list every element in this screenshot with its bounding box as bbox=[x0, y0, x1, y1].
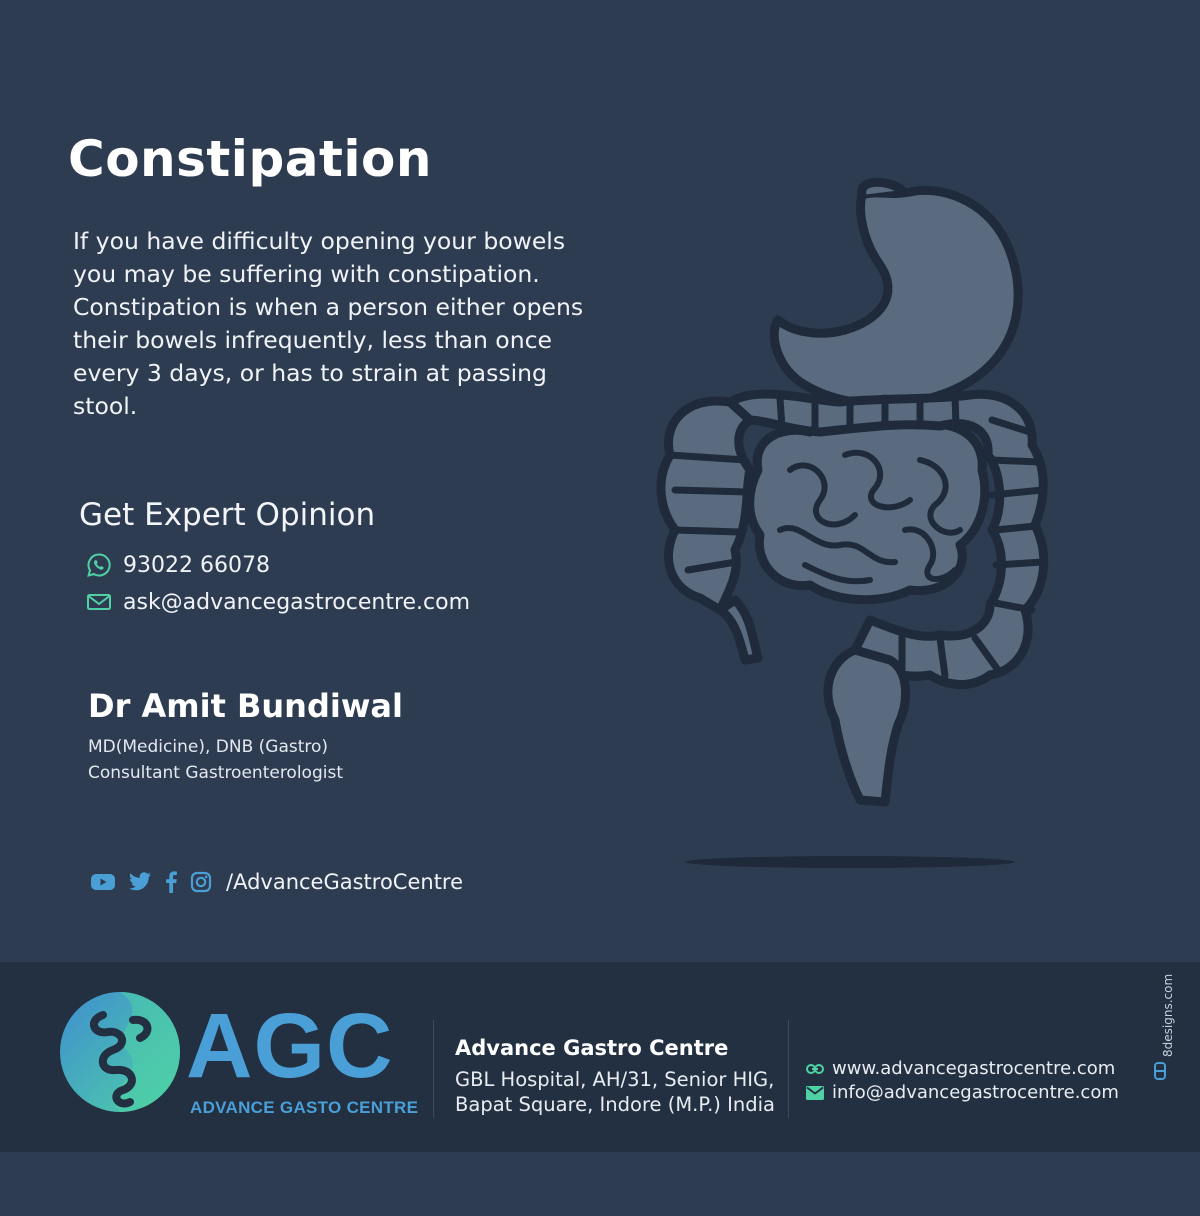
logo-emblem bbox=[58, 990, 188, 1120]
phone-contact[interactable] bbox=[86, 552, 270, 578]
org-name: Advance Gastro Centre bbox=[455, 1036, 729, 1060]
social-handle[interactable]: /AdvanceGastroCentre bbox=[226, 870, 464, 894]
phone-number: 93022 66078 bbox=[123, 552, 270, 578]
divider bbox=[433, 1020, 434, 1118]
social-links bbox=[90, 870, 463, 894]
digestive-system-illustration bbox=[640, 170, 1060, 880]
logo-subtitle: ADVANCE GASTO CENTRE bbox=[190, 1098, 419, 1117]
designer-credit: 8designs.com bbox=[1161, 973, 1175, 1057]
footer-email: info@advancegastrocentre.com bbox=[832, 1082, 1119, 1103]
page-title: Constipation bbox=[68, 130, 432, 188]
designer-logo-icon bbox=[1154, 1062, 1166, 1080]
intro-text: If you have difficulty opening your bowels you may be suffering with constipation. Constipation is when a person either opens their bowels infrequently, less than once every 3 days, or has to strain at passing stool. bbox=[73, 227, 584, 420]
agc-logo bbox=[58, 990, 188, 1124]
footer-email-link[interactable] bbox=[806, 1082, 1119, 1103]
instagram-icon[interactable] bbox=[190, 871, 212, 893]
footer bbox=[0, 962, 1200, 1152]
doctor-qualification: MD(Medicine), DNB (Gastro) bbox=[88, 737, 329, 757]
whatsapp-icon bbox=[86, 552, 112, 578]
email-contact[interactable] bbox=[86, 589, 470, 615]
website-link[interactable] bbox=[806, 1058, 1115, 1079]
link-icon bbox=[806, 1063, 824, 1075]
doctor-role: Consultant Gastroenterologist bbox=[88, 763, 343, 783]
facebook-icon[interactable] bbox=[164, 871, 178, 893]
logo-letters: AGC bbox=[186, 995, 394, 1097]
address-line-1: GBL Hospital, AH/31, Senior HIG, bbox=[455, 1068, 775, 1091]
mail-icon bbox=[86, 589, 112, 615]
website-url: www.advancegastrocentre.com bbox=[832, 1058, 1116, 1079]
youtube-icon[interactable] bbox=[90, 872, 116, 892]
mail-icon bbox=[806, 1086, 824, 1100]
address-line-2: Bapat Square, Indore (M.P.) India bbox=[455, 1093, 775, 1116]
twitter-icon[interactable] bbox=[128, 872, 152, 892]
doctor-name: Dr Amit Bundiwal bbox=[88, 687, 403, 725]
expert-heading: Get Expert Opinion bbox=[79, 497, 376, 533]
divider bbox=[788, 1020, 789, 1118]
email-address: ask@advancegastrocentre.com bbox=[123, 589, 471, 615]
